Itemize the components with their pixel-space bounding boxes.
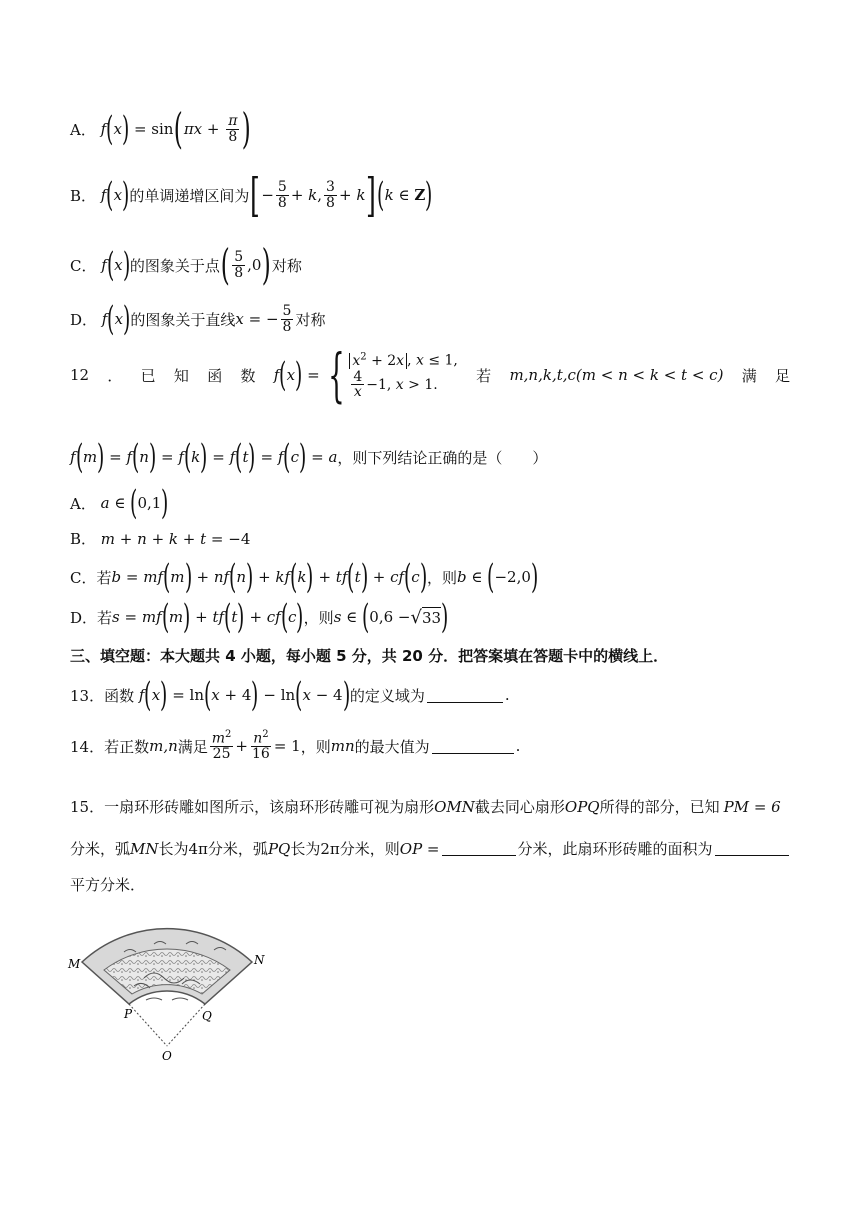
q12-stem-line2: f ( m ) = f ( n ) = f ( k ) = f ( t ) = f ( c ) = a ，则下列结论正确的是（ ） xyxy=(70,437,548,477)
radius-oq xyxy=(167,1004,205,1046)
label-O: O xyxy=(162,1049,172,1063)
answer-blank[interactable] xyxy=(427,688,503,703)
q11-option-a: A． f ( x ) = sin ( πx + $\frac{\pi}{8}$ ) xyxy=(70,104,252,153)
answer-blank-area[interactable] xyxy=(715,841,789,856)
option-label: A． xyxy=(70,120,96,139)
q12-option-b: B． m + n + k + t = −4 xyxy=(70,529,251,548)
annular-sector-figure xyxy=(64,918,274,1063)
answer-blank-op[interactable] xyxy=(442,841,516,856)
q12-option-d: D． 若 s = mf ( m ) + tf ( t ) + cf ( c ) ，则 s ∈ ( 0,6 − √ 33 ) xyxy=(70,597,449,637)
q12-option-a: A． a ∈ ( 0,1 ) xyxy=(70,483,169,523)
q12-option-c: C． 若 b = mf ( m ) + nf ( n ) + kf ( k ) + tf ( t ) + cf ( c ) ，则 b ∈ ( −2,0 ) xyxy=(70,557,539,597)
q15-line1: 15．一扇环形砖雕如图所示，该扇环形砖雕可视为扇形 OMN 截去同心扇形 OPQ 所得的部分，已知 PM = 6 xyxy=(70,797,781,816)
q11-option-d: D． f ( x ) 的图象关于直线 x = − $\frac{5}{8}$ 对称 xyxy=(70,299,326,339)
q15-line3: 平方分米． xyxy=(70,876,146,894)
answer-blank[interactable] xyxy=(432,739,514,754)
q12-stem: 12 ． 已 知 函 数 f ( x ) = { $x^2 + 2x$ , x ≤ 1, $\frac{4}{x}$ −1, x > 1. 若 m,n,k,t,c(m < n < k < t < c) 满 足 xyxy=(70,341,790,409)
piecewise-function: f ( x ) = { $x^2 + 2x$ , x ≤ 1, $\frac{4}{x}$ −1, x > 1. xyxy=(273,341,458,409)
label-Q: Q xyxy=(202,1009,212,1023)
label-P: P xyxy=(124,1007,133,1021)
q13: 13．函数 f ( x ) = ln ( x + 4 ) − ln ( x − 4 ) 的定义域为 . xyxy=(70,675,510,715)
radius-op xyxy=(129,1004,167,1046)
q11-option-c: C． f ( x ) 的图象关于点 ( $\frac{5}{8}$ ,0 ) 对称 xyxy=(70,240,302,289)
q11-option-b: B． f ( x ) 的单调递增区间为 [ − $\frac{5}{8}$ + k , $\frac{3}{8}$ + k ] ( k ∈ Z ) xyxy=(70,168,433,222)
q15-line2: 分米，弧 MN 长为 4π 分米，弧 PQ 长为 2π 分米，则 OP = 分米，此扇环形砖雕的面积为 xyxy=(70,838,791,859)
label-M: M xyxy=(68,957,81,971)
label-N: N xyxy=(254,953,265,967)
q14: 14．若正数 m,n 满足 $\frac{m^2}{25}$ + $\frac{n^2}{16}$ = 1 ，则 mn 的最大值为 . xyxy=(70,729,521,763)
section-heading: 三、填空题：本大题共 4 小题，每小题 5 分，共 20 分．把答案填在答题卡中的横线上． xyxy=(70,647,669,665)
